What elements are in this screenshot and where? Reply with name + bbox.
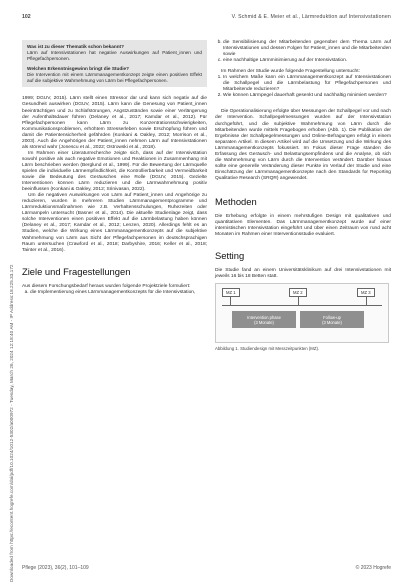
section-heading-ziele: Ziele und Fragestellungen	[22, 265, 131, 277]
summary-answer-2: Die Intervention mit einem Lärmmanagementkonzept zeigte einen positiven Effekt auf die subjektive Wahrnehmung von Lärm bei Pflegefachpersonen.	[27, 71, 202, 83]
study-design-figure	[215, 283, 389, 343]
goal-item: b. die Sensibilisierung der Mitarbeitenden gegenüber dem Thema Lärm auf Intensivstationen und dessen Folgen für Patient_innen und die Mitarbeitenden sowie	[223, 40, 391, 58]
timepoint-label: MZ 1	[222, 288, 240, 297]
body-paragraph: Aus diesem Forschungsbedarf heraus wurden folgende Projektziele formuliert:	[22, 283, 191, 289]
timepoint-label: MZ 3	[357, 288, 375, 297]
page-header	[22, 14, 391, 26]
phase-label: Intervention phase	[247, 314, 281, 320]
body-paragraph: Die Studie fand an einem Universitätsklinikum auf drei Intensivstationen mit jeweils 16 bis 18 Betten statt.	[215, 268, 391, 280]
body-paragraph: Die Operationalisierung erfolgte über Messungen der Schallpegel vor und nach der Intervention. Schallpegelmessungen wurden auf der Intensivstation durchgeführt, und die subjektive Wahrnehmung von Lärm durch die Mitarbeitenden wurde mittels Fragebogen erhoben (Abb. 1). Die Publikation der Ergebnisse der Schallpegelmessungen und Online-Befragungen erfolgt in einem separaten Artikel. In diesem Artikel wird auf die Umsetzung und die Wirkung des Lärmmanagementkonzepts fokussiert. Im Fokus dieser Frage standen die Erfassung des Geräusch- und Belastungsempfindens und die Analyse, ob sich die Wahrnehmung von Lärm durch die Intervention verändert. Darüber hinaus sollte eine generelle Veränderung dieser Punkte im Verlauf der Studie und eine Einschätzung der Lärmmanagementkonzepte nach den Standards for Reporting Qualitative Research (SRQR) angewendet.	[215, 109, 391, 181]
goal-item: c. eine nachhaltige Lärmminimierung auf der Intensivstation.	[223, 58, 391, 64]
section-heading-methoden: Methoden	[215, 195, 257, 207]
phase-block-followup	[300, 311, 364, 328]
right-column	[215, 40, 391, 352]
summary-answer-1: Lärm auf Intensivstationen hat negative Auswirkungen auf Patient_innen und Pflegefachpersonen.	[27, 49, 202, 61]
phase-duration: (3 Monate)	[254, 319, 274, 325]
page-number: 102	[22, 14, 31, 20]
timepoint-label: MZ 2	[289, 288, 307, 297]
research-question: 1. In welchem Maße kann ein Lärmmanagementkonzept auf Intensivstationen die Schallpegel und die Lärmbelastung für Pflegefachpersonen und Mitarbeitende reduzieren?	[223, 75, 391, 93]
timeline-axis	[222, 305, 382, 306]
phase-duration: (3 Monate)	[322, 319, 342, 325]
figure-caption: Abbildung 1. Studiendesign mit Messzeitpunkten (MZ).	[215, 346, 320, 352]
left-column	[22, 40, 207, 301]
body-paragraph: Die Erhebung erfolgte in einem mehrstufigen Design mit qualitativen und quantitativen Elementen. Das Lärmmanagementkonzept wurde auf einer internistischen Intensivstation eingeführt und über einen Zeitraum von rund acht Monaten im Rahmen einer Interventionsstudie evaluiert.	[215, 213, 391, 238]
section-heading-setting: Setting	[215, 250, 245, 262]
goal-item: a. die Implementierung eines Lärmmanagementkonzepts für die Intensivstation,	[30, 290, 207, 296]
body-paragraph: 1999; DGUV, 2015). Lärm stellt einen Stressor dar und kann sich negativ auf die Gesundheit auswirken (DGUV, 2015). Lärm kann die Genesung von Patient_innen beeinträchtigen und zu Schlafstörungen, Angstzuständen sowie einer Verlängerung der Aufenthaltsdauer führen (Delaney et al., 2017; Kamdar et al., 2012). Für Pflegefachpersonen kann Lärm zu Konzentrationsschwierigkeiten, Kommunikationsproblemen, erhöhtem Stresserleben sowie Erschöpfung führen und damit die Patientensicherheit gefährden (Konkani & Oakley, 2012; Morrison et al., 2003). Auch die Angehörigen der Patient_innen nehmen Lärm auf Intensivstationen als störend wahr (Jonescu et al., 2022; Ostrowski et al., 2018).	[22, 96, 207, 150]
phase-label: Follow-up	[323, 314, 341, 320]
running-title: V. Schmid & E. Meier et al., Lärmreduktion auf Intensivstationen	[231, 14, 391, 20]
summary-question-1: Was ist zu dieser Thematik schon bekannt?	[27, 44, 124, 49]
goal-list-continued	[215, 40, 391, 64]
copyright-notice: © 2023 Hogrefe	[355, 565, 391, 571]
body-paragraph: Im Rahmen einer Literaturrecherche zeigte sich, dass auf der Intensivstation sowohl positive als auch negative Emotionen und Reaktionen in Zusammenhang mit Lärm beschrieben werden (Berglund et al., 1999). Für die Bewertung der Lärmquelle spielen die individuelle Lärmempfindlichkeit, die Kontrollierbarkeit und Vermeidbarkeit sowie die Bedeutung des Geräusches eine Rolle (DGUV, 2015). Gezielte Interventionen können Lärm reduzieren und die Lärmwahrnehmung positiv beeinflussen (Konkani & Oakley, 2012; Srinivasan, 2022).	[22, 150, 207, 193]
research-question: 2. Wie können Lärmpegel dauerhaft gesenkt und nachhaltig minimiert werden?	[223, 93, 391, 99]
body-paragraph: Im Rahmen der Studie wurde folgende Fragestellung untersucht:	[221, 69, 360, 75]
journal-citation: Pflege (2023), 36(2), 101–109	[22, 565, 89, 571]
phase-block-intervention	[232, 311, 296, 328]
summary-question-2: Welchen Erkenntnisgewinn bringt die Studie?	[27, 65, 130, 71]
research-question-list	[215, 75, 391, 99]
download-watermark-text: Downloaded from https://econtent.hogrefe.com/doi/pdf/10.1024/1012-5302/a000972 - Tuesday, March 26, 2024 12:18:40 AM - IP Address:18.225.33.172	[9, 264, 14, 582]
goal-list	[22, 290, 207, 296]
download-watermark	[0, 0, 18, 585]
summary-box	[22, 40, 207, 87]
body-paragraph: Um die negativen Auswirkungen von Lärm auf Patient_innen und Angehörige zu reduzieren, wurden in mehreren Studien Lärmmanagementprogramme und Lärmreduktionsmaßnahmen wie z.B. Verhaltensschulungen, Ruhezeiten oder Lärmampeln untersucht (Basner et al., 2014). Die aktuelle Studienlage zeigt, dass solche Interventionen einen positiven Effekt auf die Lärmbelastung haben können (Delaney et al., 2017; Kamdar et al., 2012; Lenzen, 2020). Allerdings fehlt es an Studien, welche die Wirkung eines Lärmmanagementkonzepts auf die subjektive Wahrnehmung von Lärm aus Sicht der Pflegefachpersonen im deutschsprachigen Raum untersuchen (Crawford et al., 2018; Darbyshire, 2016; Keller et al., 2018; Tainter et al., 2016).	[22, 193, 207, 253]
